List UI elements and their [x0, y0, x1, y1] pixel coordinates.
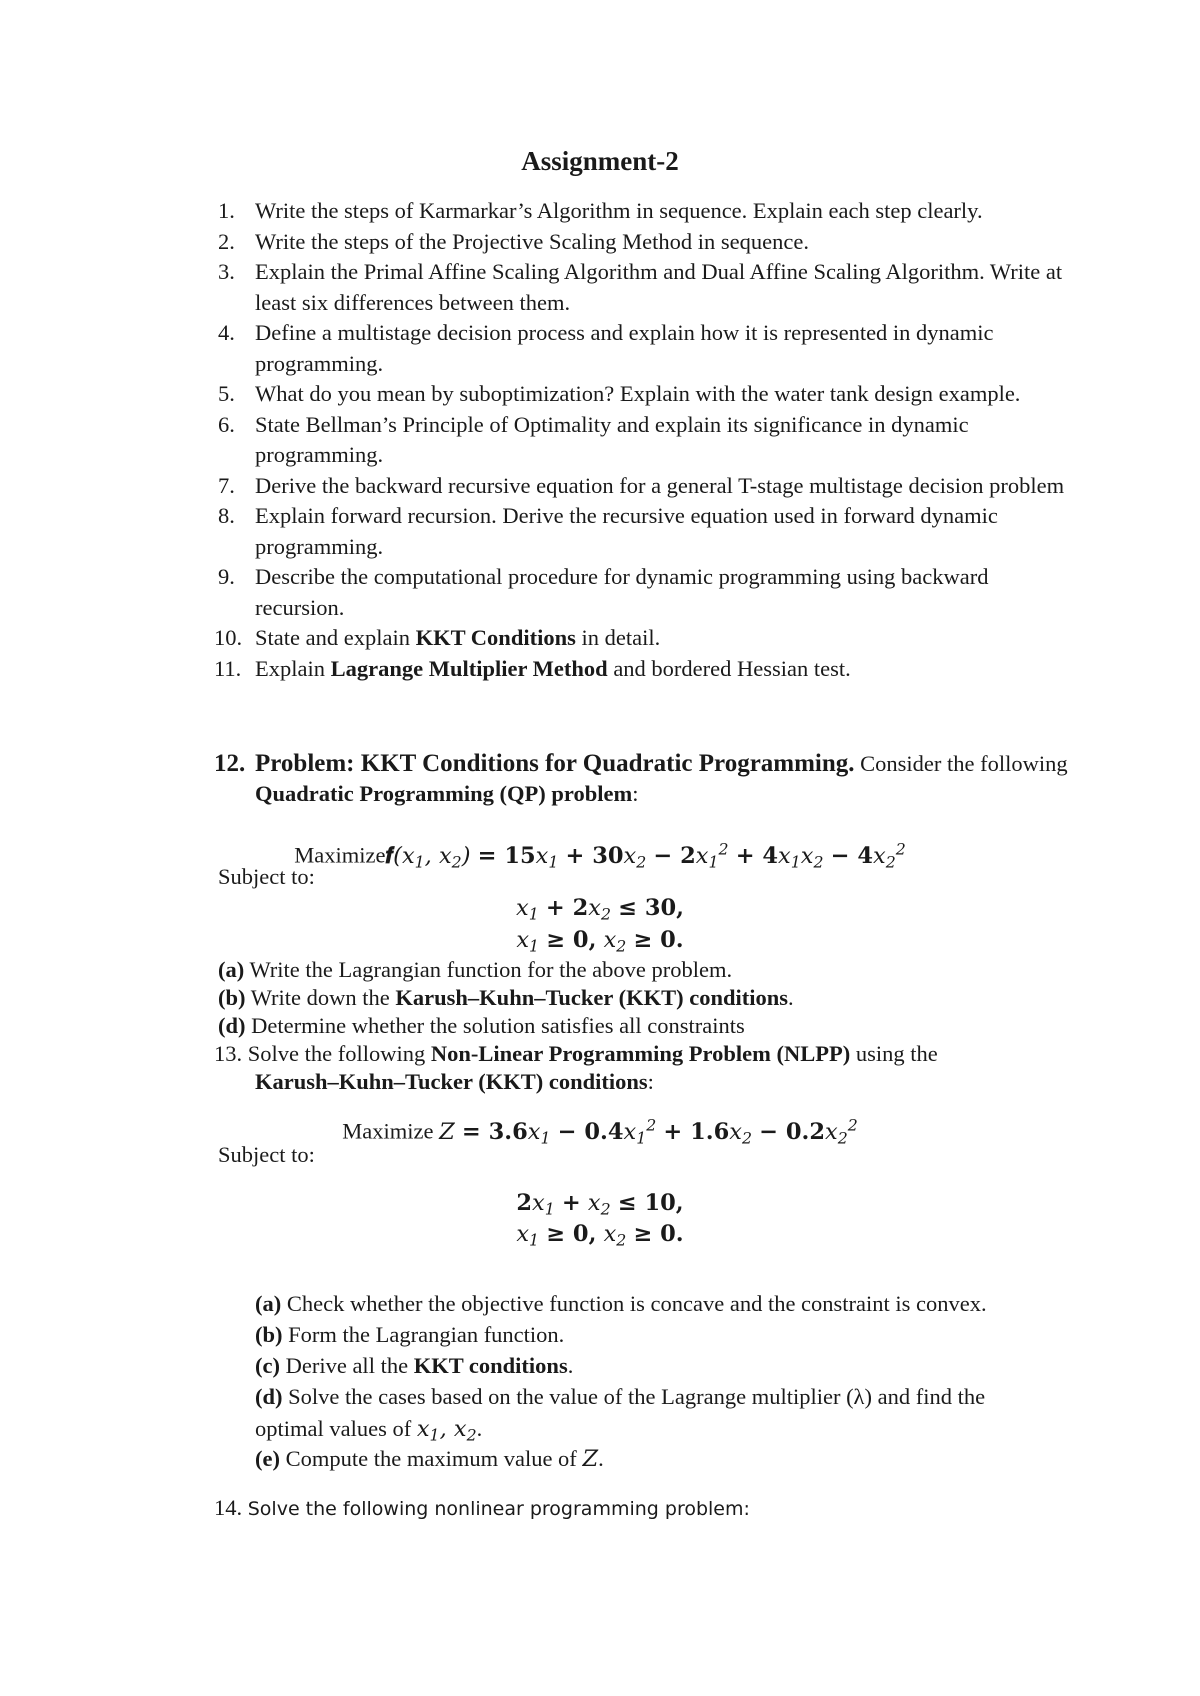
list-item	[218, 471, 1078, 502]
q14-text: Solve the following nonlinear programming problem:	[247, 1498, 750, 1520]
q13-part-a	[255, 1289, 987, 1319]
part-text: Write down the	[245, 985, 396, 1010]
item-text-bold: Lagrange Multiplier Method	[330, 655, 608, 681]
list-item	[218, 318, 1078, 379]
objective-word: Maximize	[294, 842, 386, 868]
part-label: (b)	[255, 1322, 283, 1347]
item-number: 7.	[218, 472, 235, 498]
item-text: Derive the backward recursive equation for a general T-stage multistage decision problem	[255, 472, 1065, 498]
part-bold: Karush–Kuhn–Tucker (KKT) conditions	[395, 985, 789, 1010]
item-number: 13.	[214, 1041, 243, 1066]
item-number: 1.	[218, 198, 235, 223]
part-text: optimal values of	[255, 1416, 417, 1441]
q12-part-b	[218, 983, 794, 1013]
q14-line	[214, 1493, 750, 1524]
q12-part-d	[218, 1011, 745, 1041]
list-item	[214, 623, 1078, 654]
q13-part-b	[255, 1320, 564, 1350]
q13-objective	[0, 1110, 1200, 1153]
part-label: (d)	[218, 1013, 246, 1038]
part-label: (d)	[255, 1384, 283, 1409]
list-item	[218, 562, 1078, 623]
q13-part-d-cont: optimal values of 𝑥$_1$, 𝑥$_2$.	[255, 1416, 483, 1445]
item-number: 10.	[214, 625, 243, 650]
item-number: 2.	[218, 228, 235, 254]
item-number: 11.	[214, 655, 242, 681]
q13-constraint-1: 2𝑥$_1$ + 𝑥$_2$ ≤ 10,	[516, 1190, 684, 1219]
list-item	[214, 654, 1078, 685]
item-text: Write the steps of Karmarkar’s Algorithm in sequence. Explain each step clearly.	[255, 198, 983, 223]
q13-post: :	[647, 1069, 654, 1094]
part-bold: KKT conditions	[413, 1353, 568, 1378]
part-label: (a)	[255, 1291, 282, 1316]
item-text: State Bellman’s Principle of Optimality and explain its significance in dynamic programming.	[255, 411, 969, 467]
q13-bold2: Karush–Kuhn–Tucker (KKT) conditions	[255, 1069, 648, 1094]
list-item	[218, 410, 1078, 471]
q13-part-d	[255, 1382, 985, 1412]
q12-intro-bold: Quadratic Programming (QP) problem	[255, 781, 633, 806]
part-text: Determine whether the solution satisfies all constraints	[245, 1013, 745, 1038]
part-label: (b)	[218, 985, 246, 1010]
q12-constraint-1: 𝑥$_1$ + 2𝑥$_2$ ≤ 30,	[516, 895, 684, 924]
list-item	[218, 257, 1078, 318]
q13-constraint-2: 𝑥$_1$ ≥ 0, 𝑥$_2$ ≥ 0.	[516, 1221, 684, 1250]
part-label: (e)	[255, 1446, 280, 1471]
part-label: (c)	[255, 1353, 280, 1378]
item-text-bold: KKT Conditions	[415, 625, 576, 650]
part-text: Check whether the objective function is concave and the constraint is convex.	[281, 1291, 987, 1316]
part-label: (a)	[218, 957, 245, 982]
q12-intro-pre: Consider the following	[854, 751, 1068, 776]
q12-intro-post: :	[632, 781, 639, 806]
part-post: .	[788, 985, 794, 1010]
question-list	[214, 196, 1078, 684]
item-text: Explain forward recursion. Derive the recursive equation used in forward dynamic programming.	[255, 503, 998, 559]
q13-part-e: (e) Compute the maximum value of 𝑍.	[255, 1446, 604, 1472]
part-text: Solve the cases based on the value of the Lagrange multiplier (λ) and find the	[282, 1384, 986, 1409]
q12-heading: Problem: KKT Conditions for Quadratic Programming.	[255, 750, 855, 777]
list-item	[218, 501, 1078, 562]
item-number: 14.	[214, 1495, 243, 1520]
q13-subject-to: Subject to:	[218, 1142, 315, 1167]
item-text: Write the steps of the Projective Scaling Method in sequence.	[255, 228, 809, 254]
item-text: What do you mean by suboptimization? Explain with the water tank design example.	[255, 381, 1021, 406]
page-title: Assignment-2	[521, 146, 679, 176]
question-12	[214, 749, 1078, 809]
q13-pre: Solve the following	[247, 1041, 431, 1066]
item-text-post: in detail.	[575, 625, 661, 650]
item-number: 6.	[218, 411, 235, 437]
q13-bold1: Non-Linear Programming Problem (NLPP)	[430, 1041, 851, 1066]
list-item	[218, 379, 1078, 410]
q12-objective	[0, 834, 1200, 877]
q12-part-a	[218, 955, 732, 985]
item-number: 3.	[218, 259, 235, 284]
part-text: Compute the maximum value of	[279, 1446, 583, 1471]
part-text: Derive all the	[279, 1353, 414, 1378]
objective-formula: 𝒇(𝑥$_1$, 𝑥$_2$) = 15𝑥$_1$ + 30𝑥$_2$ − 2𝑥$_1^2$ + 4𝑥$_1$𝑥$_2$ − 4𝑥$_2^2$	[385, 839, 906, 872]
q13-part-c	[255, 1351, 573, 1381]
item-text-pre: State and explain	[255, 625, 416, 650]
q12-constraint-2: 𝑥$_1$ ≥ 0, 𝑥$_2$ ≥ 0.	[516, 927, 684, 956]
list-item	[218, 196, 1078, 227]
item-text: Explain the Primal Affine Scaling Algorithm and Dual Affine Scaling Algorithm. Write at least six differences between them.	[255, 259, 1063, 315]
q13-mid: using the	[850, 1041, 938, 1066]
item-text-pre: Explain	[255, 655, 331, 681]
item-number: 5.	[218, 381, 235, 406]
list-item	[218, 227, 1078, 258]
list-item	[214, 749, 1078, 809]
objective-formula: Z = 3.6𝑥$_1$ − 0.4𝑥$_1^2$ + 1.6𝑥$_2$ − 0.2𝑥$_2^2$	[439, 1115, 858, 1148]
part-post: .	[567, 1353, 574, 1378]
objective-word: Maximize	[342, 1118, 440, 1144]
item-text-post: and bordered Hessian test.	[607, 655, 851, 681]
item-text: Describe the computational procedure for dynamic programming using backward recursion.	[255, 564, 989, 620]
q13-line-2	[255, 1067, 654, 1097]
part-text: Form the Lagrangian function.	[282, 1322, 565, 1347]
q12-subject-to: Subject to:	[218, 864, 315, 889]
item-number: 9.	[218, 564, 235, 589]
q13-line-1	[214, 1039, 938, 1069]
item-text: Define a multistage decision process and explain how it is represented in dynamic programming.	[255, 320, 994, 376]
item-number: 8.	[218, 503, 235, 528]
item-number: 12.	[214, 750, 246, 777]
item-number: 4.	[218, 320, 235, 345]
part-text: Write the Lagrangian function for the above problem.	[244, 957, 733, 982]
